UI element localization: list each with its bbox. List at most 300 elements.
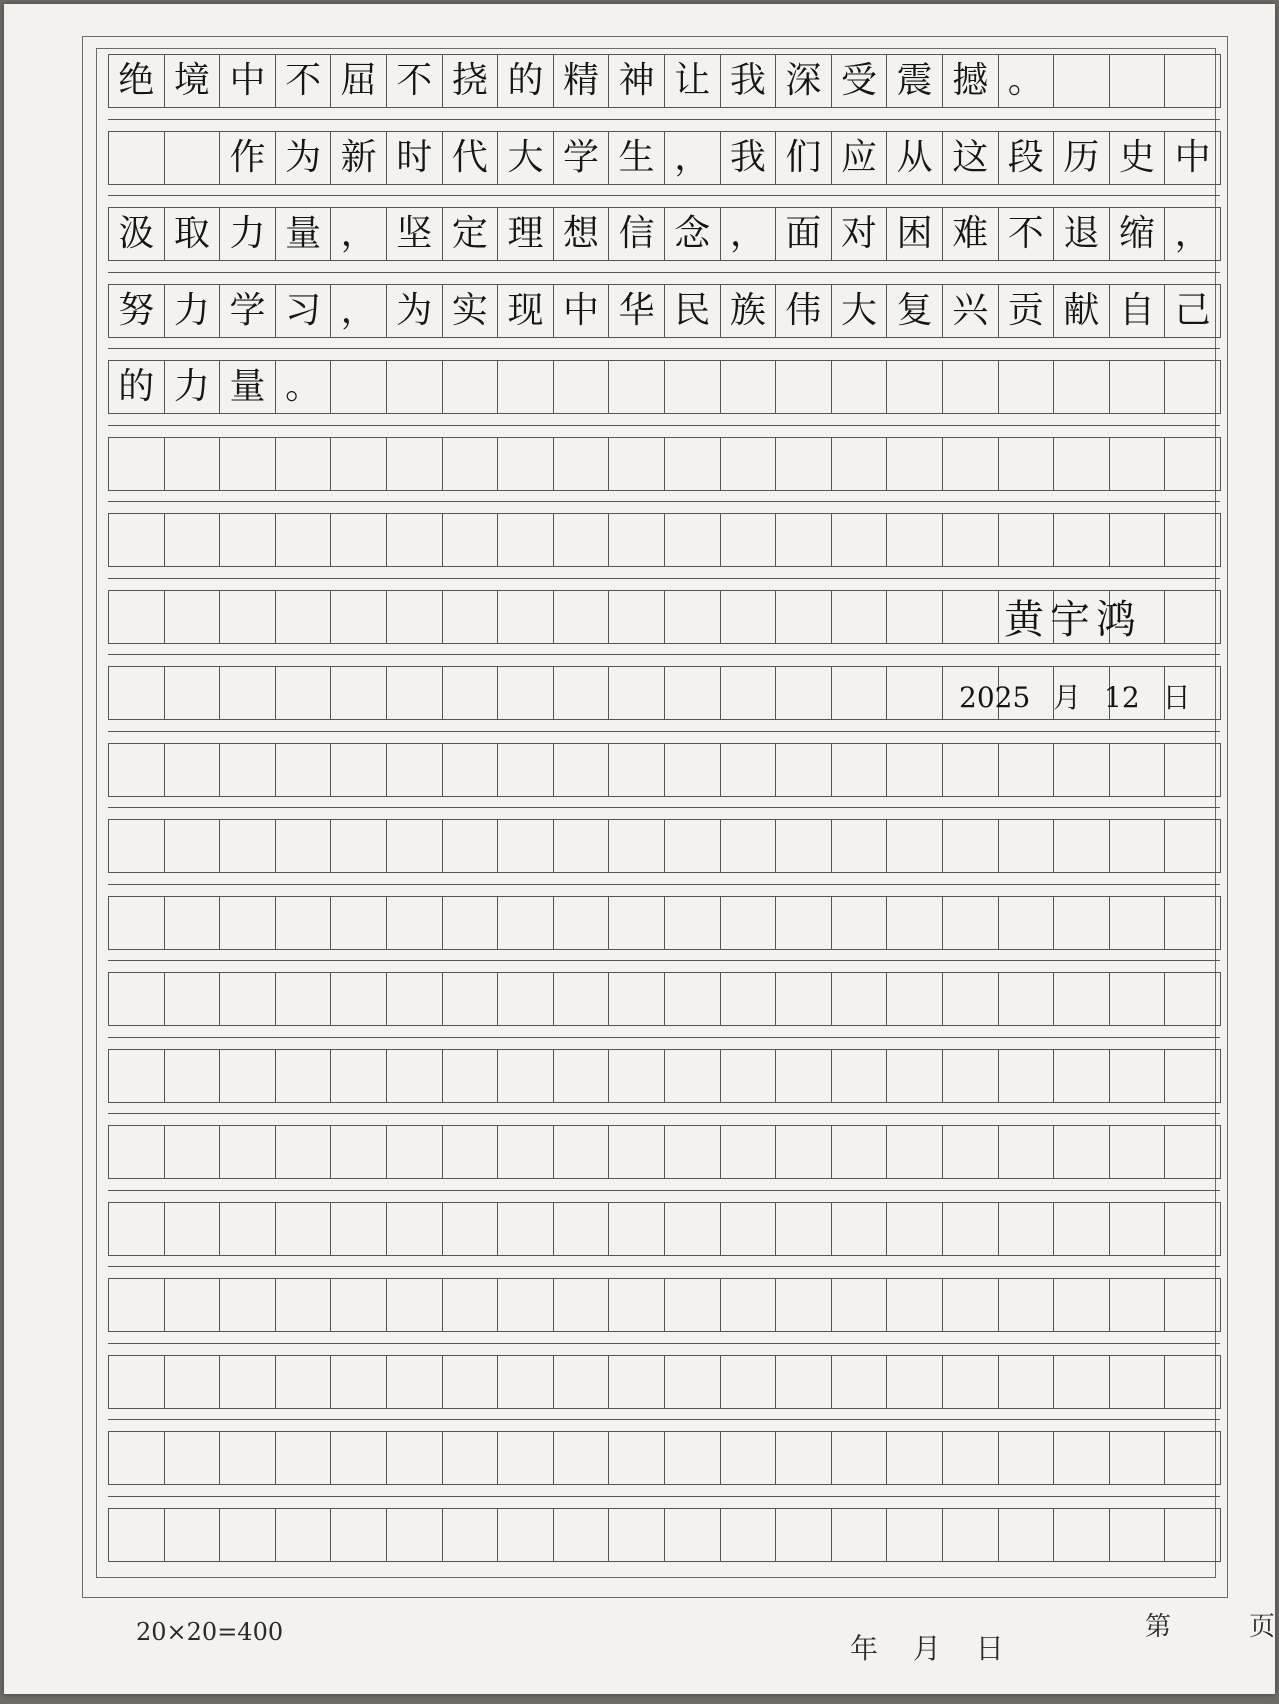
grid-cell (109, 897, 165, 949)
grid-cell (387, 1050, 443, 1102)
grid-cell: 量 (220, 361, 276, 413)
grid-cell: 不 (999, 208, 1055, 260)
grid-cell (165, 1126, 221, 1178)
grid-cell (498, 514, 554, 566)
grid-cell (609, 1203, 665, 1255)
row-separator (108, 960, 1220, 961)
grid-cell (1110, 973, 1166, 1025)
grid-cell (832, 744, 888, 796)
grid-cell (1165, 514, 1221, 566)
signature-name: 黄宇鸿 (1004, 597, 1142, 643)
grid-cell (276, 1509, 332, 1561)
grid-cell: 己 (1165, 285, 1221, 337)
grid-row (108, 1355, 1221, 1409)
grid-cell (276, 514, 332, 566)
grid-cell (665, 897, 721, 949)
grid-cell (832, 1356, 888, 1408)
grid-cell (776, 438, 832, 490)
grid-cell (887, 514, 943, 566)
grid-cell: 的 (498, 55, 554, 107)
grid-cell (609, 897, 665, 949)
grid-cell (665, 667, 721, 719)
grid-cell: 精 (554, 55, 610, 107)
grid-cell (387, 438, 443, 490)
grid-cell (554, 667, 610, 719)
grid-cell (665, 973, 721, 1025)
grid-cell: ， (331, 208, 387, 260)
grid-cell (220, 1432, 276, 1484)
grid-cell (887, 744, 943, 796)
grid-row (108, 513, 1221, 567)
grid-cell (109, 1279, 165, 1331)
grid-cell (1054, 1126, 1110, 1178)
grid-cell (276, 1432, 332, 1484)
grid-cell (887, 1126, 943, 1178)
grid-cell (220, 514, 276, 566)
grid-cell (220, 897, 276, 949)
grid-cell (1110, 1050, 1166, 1102)
grid-cell (665, 1356, 721, 1408)
grid-cell: 对 (832, 208, 888, 260)
grid-cell (1165, 1050, 1221, 1102)
grid-cell: 神 (609, 55, 665, 107)
grid-row (108, 360, 1221, 414)
grid-cell: 作 (220, 132, 276, 184)
grid-cell (387, 1279, 443, 1331)
grid-cell (1054, 438, 1110, 490)
grid-cell (1110, 1203, 1166, 1255)
grid-cell (109, 1050, 165, 1102)
grid-cell: 撼 (943, 55, 999, 107)
row-separator (108, 1190, 1220, 1191)
grid-cell (999, 897, 1055, 949)
grid-cell (665, 1279, 721, 1331)
grid-cell: 缩 (1110, 208, 1166, 260)
grid-cell (1110, 1126, 1166, 1178)
grid-cell (331, 1509, 387, 1561)
grid-row (108, 972, 1221, 1026)
grid-cell (554, 1203, 610, 1255)
grid-cell: 历 (1054, 132, 1110, 184)
grid-cell (999, 1509, 1055, 1561)
grid-cell (220, 1356, 276, 1408)
grid-cell (220, 1203, 276, 1255)
grid-cell (554, 591, 610, 643)
grid-cell: 献 (1054, 285, 1110, 337)
grid-cell (665, 361, 721, 413)
grid-cell (165, 1050, 221, 1102)
grid-cell (1165, 897, 1221, 949)
row-separator (108, 1113, 1220, 1114)
grid-cell (1165, 1126, 1221, 1178)
grid-cell (498, 744, 554, 796)
grid-cell (665, 1432, 721, 1484)
grid-cell (387, 744, 443, 796)
grid-formula-label: 20×20=400 (136, 1618, 284, 1646)
grid-cell: 量 (276, 208, 332, 260)
grid-cell (832, 897, 888, 949)
grid-cell (1165, 1432, 1221, 1484)
grid-cell (887, 438, 943, 490)
grid-cell: 为 (276, 132, 332, 184)
grid-cell (609, 820, 665, 872)
grid-cell: 难 (943, 208, 999, 260)
grid-cell (1165, 820, 1221, 872)
row-separator (108, 348, 1220, 349)
grid-cell: 民 (665, 285, 721, 337)
grid-cell (276, 744, 332, 796)
grid-cell (109, 1126, 165, 1178)
grid-cell (443, 1126, 499, 1178)
grid-row (108, 284, 1221, 338)
grid-cell (443, 1050, 499, 1102)
grid-cell (776, 1279, 832, 1331)
grid-cell: 伟 (776, 285, 832, 337)
grid-cell (943, 1050, 999, 1102)
grid-cell (331, 1432, 387, 1484)
grid-cell (776, 1050, 832, 1102)
footer-date-label: 年 月 日 (850, 1632, 1004, 1665)
grid-cell (1054, 1509, 1110, 1561)
grid-cell (331, 897, 387, 949)
grid-cell (443, 667, 499, 719)
grid-cell (832, 667, 888, 719)
grid-cell (665, 1050, 721, 1102)
grid-cell (387, 1126, 443, 1178)
grid-cell (276, 1279, 332, 1331)
row-separator (108, 1496, 1220, 1497)
grid-cell (165, 1509, 221, 1561)
grid-cell (165, 667, 221, 719)
grid-cell (331, 591, 387, 643)
grid-cell (498, 1432, 554, 1484)
grid-cell (276, 897, 332, 949)
grid-cell: 震 (887, 55, 943, 107)
grid-row (108, 1202, 1221, 1256)
grid-cell: 不 (276, 55, 332, 107)
row-separator (108, 272, 1220, 273)
grid-cell (554, 1356, 610, 1408)
grid-cell (609, 1279, 665, 1331)
grid-cell (999, 438, 1055, 490)
grid-cell (887, 1279, 943, 1331)
grid-cell (554, 514, 610, 566)
grid-cell (999, 1356, 1055, 1408)
grid-cell (609, 973, 665, 1025)
grid-cell (1165, 1356, 1221, 1408)
grid-cell (165, 1356, 221, 1408)
grid-cell (665, 744, 721, 796)
grid-cell: 从 (887, 132, 943, 184)
grid-cell: 复 (887, 285, 943, 337)
grid-cell: 的 (109, 361, 165, 413)
grid-cell (109, 591, 165, 643)
grid-cell (609, 1432, 665, 1484)
grid-cell (943, 361, 999, 413)
grid-cell (498, 1509, 554, 1561)
grid-cell (1110, 1509, 1166, 1561)
grid-cell (387, 514, 443, 566)
grid-cell (387, 1203, 443, 1255)
grid-cell (331, 1050, 387, 1102)
grid-cell (832, 973, 888, 1025)
grid-cell: 学 (220, 285, 276, 337)
grid-cell (1054, 973, 1110, 1025)
grid-cell (498, 1050, 554, 1102)
row-separator (108, 119, 1220, 120)
grid-cell: 这 (943, 132, 999, 184)
row-separator (108, 1419, 1220, 1420)
grid-cell (609, 438, 665, 490)
grid-cell (1165, 744, 1221, 796)
grid-cell (887, 1356, 943, 1408)
grid-cell (220, 973, 276, 1025)
grid-cell (665, 591, 721, 643)
grid-cell (665, 1509, 721, 1561)
grid-cell: 生 (609, 132, 665, 184)
grid-cell: 理 (498, 208, 554, 260)
grid-cell (1165, 55, 1221, 107)
grid-cell (609, 1509, 665, 1561)
grid-cell (1110, 1356, 1166, 1408)
grid-cell (498, 1279, 554, 1331)
grid-cell (887, 1509, 943, 1561)
grid-cell (443, 1356, 499, 1408)
grid-cell (220, 820, 276, 872)
grid-cell (220, 591, 276, 643)
grid-cell: 境 (165, 55, 221, 107)
grid-cell (498, 438, 554, 490)
grid-cell: 时 (387, 132, 443, 184)
grid-cell (887, 1050, 943, 1102)
grid-cell: 努 (109, 285, 165, 337)
grid-cell (443, 973, 499, 1025)
grid-cell: 现 (498, 285, 554, 337)
grid-cell (999, 514, 1055, 566)
grid-cell (554, 820, 610, 872)
grid-cell: 我 (721, 132, 777, 184)
grid-cell (1165, 1203, 1221, 1255)
grid-cell (721, 897, 777, 949)
grid-cell (498, 1126, 554, 1178)
grid-cell (721, 361, 777, 413)
grid-cell (609, 1356, 665, 1408)
grid-cell: 退 (1054, 208, 1110, 260)
grid-cell (165, 514, 221, 566)
grid-cell (1165, 591, 1221, 643)
grid-cell (999, 744, 1055, 796)
grid-cell (1110, 897, 1166, 949)
grid-cell (832, 1050, 888, 1102)
grid-cell: 贡 (999, 285, 1055, 337)
grid-cell (331, 1203, 387, 1255)
grid-row (108, 1278, 1221, 1332)
grid-cell (109, 1356, 165, 1408)
grid-cell: 中 (220, 55, 276, 107)
grid-cell (331, 820, 387, 872)
grid-cell: 习 (276, 285, 332, 337)
grid-cell (887, 667, 943, 719)
grid-cell (776, 744, 832, 796)
grid-cell: 。 (999, 55, 1055, 107)
grid-cell (109, 514, 165, 566)
grid-cell (443, 361, 499, 413)
grid-cell (776, 1356, 832, 1408)
grid-cell: 我 (721, 55, 777, 107)
grid-cell (609, 1126, 665, 1178)
grid-cell (999, 1432, 1055, 1484)
grid-cell (443, 514, 499, 566)
grid-row (108, 743, 1221, 797)
row-separator (108, 1266, 1220, 1267)
grid-cell (443, 438, 499, 490)
grid-cell (776, 973, 832, 1025)
grid-cell (832, 1203, 888, 1255)
grid-cell (165, 1279, 221, 1331)
grid-cell (887, 1203, 943, 1255)
grid-cell: 受 (832, 55, 888, 107)
grid-cell (776, 361, 832, 413)
grid-cell (109, 820, 165, 872)
grid-cell (387, 1432, 443, 1484)
grid-cell (109, 667, 165, 719)
grid-cell: 不 (387, 55, 443, 107)
row-separator (108, 425, 1220, 426)
grid-cell (554, 973, 610, 1025)
grid-cell (109, 438, 165, 490)
grid-cell (331, 438, 387, 490)
grid-row (108, 207, 1221, 261)
grid-cell (665, 1126, 721, 1178)
grid-cell (999, 973, 1055, 1025)
grid-cell (1110, 438, 1166, 490)
grid-cell (1110, 1279, 1166, 1331)
grid-cell (1054, 1203, 1110, 1255)
grid-cell (721, 1203, 777, 1255)
grid-cell (387, 973, 443, 1025)
grid-cell (554, 1126, 610, 1178)
grid-cell (776, 820, 832, 872)
grid-cell (331, 1356, 387, 1408)
grid-cell (1054, 514, 1110, 566)
grid-cell (665, 820, 721, 872)
grid-cell (220, 744, 276, 796)
grid-cell (609, 744, 665, 796)
grid-cell: 段 (999, 132, 1055, 184)
grid-cell (609, 667, 665, 719)
grid-cell (220, 1279, 276, 1331)
grid-cell (165, 438, 221, 490)
grid-cell (276, 1126, 332, 1178)
grid-cell: 新 (331, 132, 387, 184)
grid-row (108, 131, 1221, 185)
grid-cell: 定 (443, 208, 499, 260)
grid-cell (1110, 514, 1166, 566)
grid-cell (109, 973, 165, 1025)
grid-cell: 力 (165, 361, 221, 413)
grid-cell (1054, 820, 1110, 872)
grid-cell (220, 1050, 276, 1102)
grid-cell (999, 361, 1055, 413)
grid-cell (220, 1509, 276, 1561)
grid-cell (1165, 1279, 1221, 1331)
grid-cell (498, 973, 554, 1025)
grid-cell: ， (1165, 208, 1221, 260)
grid-cell (554, 1509, 610, 1561)
grid-cell: ， (665, 132, 721, 184)
grid-cell (387, 820, 443, 872)
grid-cell (943, 514, 999, 566)
grid-cell (721, 973, 777, 1025)
grid-cell (721, 514, 777, 566)
grid-cell: 学 (554, 132, 610, 184)
grid-cell (109, 1432, 165, 1484)
grid-cell (1110, 361, 1166, 413)
grid-cell (776, 1126, 832, 1178)
grid-cell (387, 1509, 443, 1561)
grid-cell (943, 438, 999, 490)
grid-cell (721, 744, 777, 796)
grid-cell (887, 361, 943, 413)
grid-cell: 实 (443, 285, 499, 337)
grid-cell (776, 591, 832, 643)
grid-cell (1165, 438, 1221, 490)
grid-cell (665, 1203, 721, 1255)
grid-cell (554, 1050, 610, 1102)
grid-cell (165, 897, 221, 949)
row-separator (108, 195, 1220, 196)
grid-cell (1110, 55, 1166, 107)
grid-cell (498, 591, 554, 643)
grid-cell (498, 361, 554, 413)
grid-cell (276, 591, 332, 643)
grid-cell (943, 973, 999, 1025)
grid-row (108, 1125, 1221, 1179)
grid-cell (276, 1356, 332, 1408)
signature-date: 2025 月 12 日 (959, 681, 1191, 714)
grid-cell (832, 1126, 888, 1178)
grid-cell (276, 667, 332, 719)
grid-cell (443, 744, 499, 796)
grid-cell (276, 820, 332, 872)
grid-cell: 。 (276, 361, 332, 413)
grid-cell: 中 (554, 285, 610, 337)
grid-cell (887, 1432, 943, 1484)
grid-cell (1165, 973, 1221, 1025)
grid-cell: 兴 (943, 285, 999, 337)
grid-cell (498, 897, 554, 949)
grid-cell (1054, 1279, 1110, 1331)
grid-cell (999, 1050, 1055, 1102)
grid-cell (387, 897, 443, 949)
grid-cell (1054, 897, 1110, 949)
grid-cell (109, 1203, 165, 1255)
grid-cell (887, 897, 943, 949)
grid-row (108, 1049, 1221, 1103)
grid-row (108, 1431, 1221, 1485)
row-separator (108, 807, 1220, 808)
grid-cell (887, 973, 943, 1025)
grid-cell (165, 1203, 221, 1255)
grid-cell (443, 1432, 499, 1484)
grid-cell (387, 591, 443, 643)
grid-cell (721, 1509, 777, 1561)
grid-cell (165, 1432, 221, 1484)
grid-cell (999, 1203, 1055, 1255)
grid-cell (776, 514, 832, 566)
grid-cell (165, 591, 221, 643)
grid-cell (832, 361, 888, 413)
